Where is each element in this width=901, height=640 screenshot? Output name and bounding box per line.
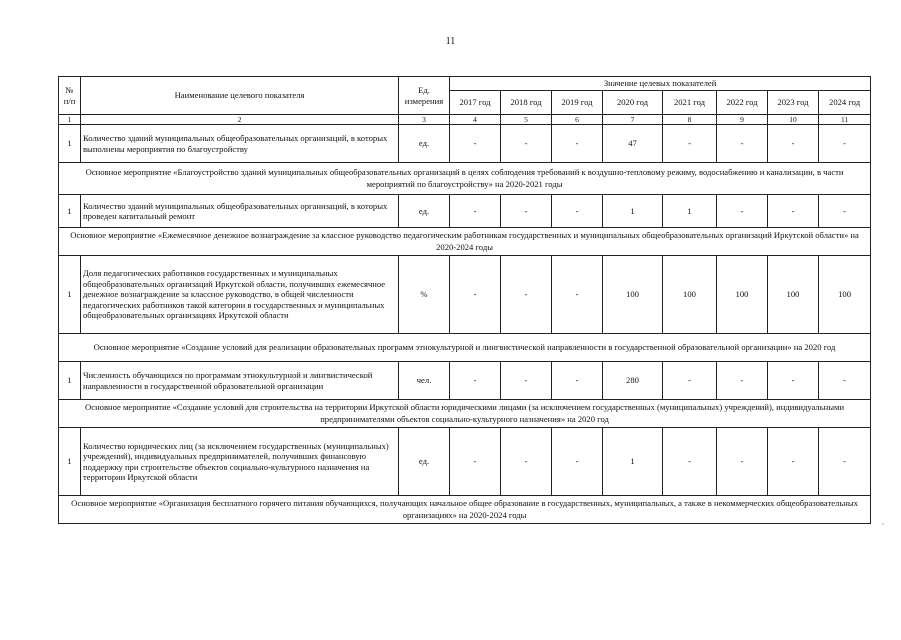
value-cell: - — [450, 362, 501, 400]
section-row — [59, 400, 871, 428]
value-cell: 100 — [663, 256, 717, 334]
indicator-name: Количество юридических лиц (за исключением государственных (муниципальных) учреждений), индивидуальных предпринимателей, получивших финансовую поддержку при строительстве объектов социально-культурного назначения на территории Иркутской области — [81, 428, 399, 496]
value-cell: - — [717, 125, 768, 163]
unit-cell: ед. — [399, 125, 450, 163]
column-number: 10 — [768, 115, 819, 125]
column-numbers-row — [59, 115, 871, 125]
section-row — [59, 496, 871, 524]
header-values: Значение целевых показателей — [450, 77, 871, 91]
value-cell: - — [717, 195, 768, 228]
section-title: Основное мероприятие «Ежемесячное денежное вознаграждение за классное руководство педагогическим работникам государственных и муниципальных общеобразовательных организаций Иркутской области» на 2020-2024 годы — [59, 228, 871, 256]
column-number: 5 — [501, 115, 552, 125]
value-cell: 280 — [603, 362, 663, 400]
header-year: 2018 год — [501, 91, 552, 115]
indicator-row — [59, 428, 871, 496]
header-num: № п/п — [59, 77, 81, 115]
header-year: 2024 год — [819, 91, 871, 115]
value-cell: - — [768, 125, 819, 163]
row-number: 1 — [59, 125, 81, 163]
header-year: 2021 год — [663, 91, 717, 115]
value-cell: - — [663, 428, 717, 496]
value-cell: 100 — [603, 256, 663, 334]
value-cell: 1 — [603, 195, 663, 228]
section-row — [59, 228, 871, 256]
header-year: 2017 год — [450, 91, 501, 115]
page-number: 11 — [445, 36, 456, 47]
unit-cell: % — [399, 256, 450, 334]
section-row — [59, 163, 871, 195]
column-number: 3 — [399, 115, 450, 125]
column-number: 8 — [663, 115, 717, 125]
column-number: 11 — [819, 115, 871, 125]
column-number: 4 — [450, 115, 501, 125]
value-cell: 1 — [603, 428, 663, 496]
value-cell: - — [819, 428, 871, 496]
indicator-row — [59, 125, 871, 163]
value-cell: 100 — [768, 256, 819, 334]
value-cell: 100 — [717, 256, 768, 334]
header-unit: Ед. измерения — [399, 77, 450, 115]
target-indicators-table — [58, 76, 871, 524]
value-cell: - — [663, 125, 717, 163]
value-cell: - — [501, 362, 552, 400]
value-cell: - — [450, 195, 501, 228]
row-number: 1 — [59, 362, 81, 400]
value-cell: - — [819, 195, 871, 228]
column-number: 9 — [717, 115, 768, 125]
value-cell: - — [717, 362, 768, 400]
value-cell: - — [552, 256, 603, 334]
row-number: 1 — [59, 195, 81, 228]
value-cell: - — [768, 195, 819, 228]
unit-cell: чел. — [399, 362, 450, 400]
header-year: 2023 год — [768, 91, 819, 115]
column-number: 7 — [603, 115, 663, 125]
section-title: Основное мероприятие «Организация бесплатного горячего питания обучающихся, получающих начальное общее образование в государственных, муниципальных, а также в некоммерческих общеобразовательных организациях» на 2020-2024 годы — [59, 496, 871, 524]
value-cell: - — [552, 125, 603, 163]
value-cell: - — [552, 428, 603, 496]
scan-mark: , — [882, 517, 884, 526]
indicator-row — [59, 256, 871, 334]
indicator-name: Численность обучающихся по программам этнокультурной и лингвистической направленности в государственной образовательной организации — [81, 362, 399, 400]
value-cell: - — [450, 256, 501, 334]
value-cell: - — [450, 428, 501, 496]
value-cell: - — [501, 125, 552, 163]
section-row — [59, 334, 871, 362]
indicator-row — [59, 195, 871, 228]
section-title: Основное мероприятие «Создание условий для строительства на территории Иркутской области юридическими лицами (за исключением государственных (муниципальных) учреждений), индивидуальными предпринимателями объектов социально-культурного назначения» на 2020 год — [59, 400, 871, 428]
value-cell: - — [501, 256, 552, 334]
value-cell: 100 — [819, 256, 871, 334]
section-title: Основное мероприятие «Создание условий для реализации образовательных программ этнокультурной и лингвистической направленности в государственной образовательной организации» на 2020 год — [59, 334, 871, 362]
indicator-name: Доля педагогических работников государственных и муниципальных общеобразовательных организаций Иркутской области, получивших ежемесячное денежное вознаграждение за классное руководство, в общей численности педагогических работников такой категории в государственных и муниципальных общеобразовательных организациях Иркутской области — [81, 256, 399, 334]
header-year: 2019 год — [552, 91, 603, 115]
indicator-name: Количество зданий муниципальных общеобразовательных организаций, в которых выполнены мероприятия по благоустройству — [81, 125, 399, 163]
value-cell: - — [768, 428, 819, 496]
value-cell: - — [501, 195, 552, 228]
value-cell: - — [552, 362, 603, 400]
section-title: Основное мероприятие «Благоустройство зданий муниципальных общеобразовательных организаций в целях соблюдения требований к воздушно-тепловому режиму, водоснабжению и канализации, в части мероприятий по благоустройству» на 2020-2021 годы — [59, 163, 871, 195]
header-name: Наименование целевого показателя — [81, 77, 399, 115]
row-number: 1 — [59, 256, 81, 334]
value-cell: - — [717, 428, 768, 496]
value-cell: - — [501, 428, 552, 496]
header-year: 2022 год — [717, 91, 768, 115]
header-year: 2020 год — [603, 91, 663, 115]
value-cell: - — [819, 125, 871, 163]
indicator-row — [59, 362, 871, 400]
column-number: 2 — [81, 115, 399, 125]
indicator-name: Количество зданий муниципальных общеобразовательных организаций, в которых проведен капитальный ремонт — [81, 195, 399, 228]
value-cell: 47 — [603, 125, 663, 163]
value-cell: - — [768, 362, 819, 400]
column-number: 1 — [59, 115, 81, 125]
value-cell: - — [819, 362, 871, 400]
unit-cell: ед. — [399, 195, 450, 228]
value-cell: - — [552, 195, 603, 228]
value-cell: - — [450, 125, 501, 163]
row-number: 1 — [59, 428, 81, 496]
value-cell: - — [663, 362, 717, 400]
unit-cell: ед. — [399, 428, 450, 496]
value-cell: 1 — [663, 195, 717, 228]
column-number: 6 — [552, 115, 603, 125]
